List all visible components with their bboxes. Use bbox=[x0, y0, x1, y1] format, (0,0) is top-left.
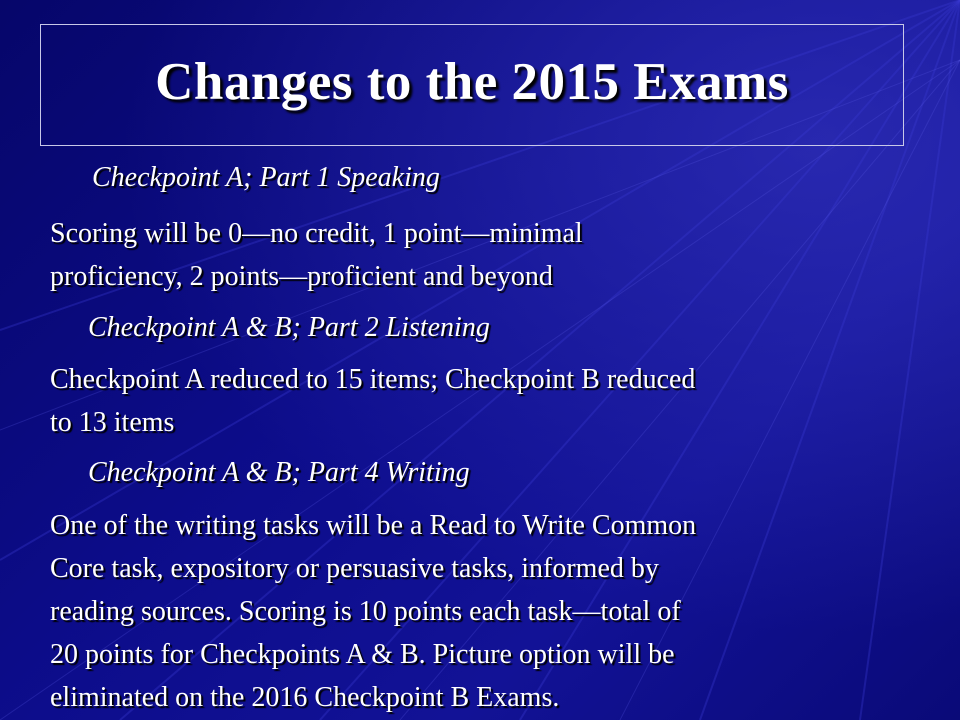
body-line: Core task, expository or persuasive tasks, informed by bbox=[50, 553, 659, 584]
body-line: reading sources. Scoring is 10 points each task—total of bbox=[50, 596, 681, 627]
title-box bbox=[40, 24, 904, 146]
body-line: proficiency, 2 points—proficient and beyond bbox=[50, 261, 553, 292]
section-body-speaking bbox=[50, 212, 930, 298]
section-heading-listening: Checkpoint A & B; Part 2 Listening bbox=[88, 312, 490, 343]
section-heading-speaking: Checkpoint A; Part 1 Speaking bbox=[92, 162, 440, 193]
section-body-listening bbox=[50, 358, 930, 444]
body-line: to 13 items bbox=[50, 407, 175, 438]
body-line: Checkpoint A reduced to 15 items; Checkpoint B reduced bbox=[50, 364, 696, 395]
body-line: eliminated on the 2016 Checkpoint B Exams. bbox=[50, 682, 560, 713]
section-body-writing bbox=[50, 504, 930, 719]
slide-title: Changes to the 2015 Exams bbox=[155, 53, 789, 111]
section-heading-writing: Checkpoint A & B; Part 4 Writing bbox=[88, 457, 470, 488]
body-line: 20 points for Checkpoints A & B. Picture option will be bbox=[50, 639, 675, 670]
body-line: One of the writing tasks will be a Read to Write Common bbox=[50, 510, 697, 541]
body-line: Scoring will be 0—no credit, 1 point—minimal bbox=[50, 218, 583, 249]
